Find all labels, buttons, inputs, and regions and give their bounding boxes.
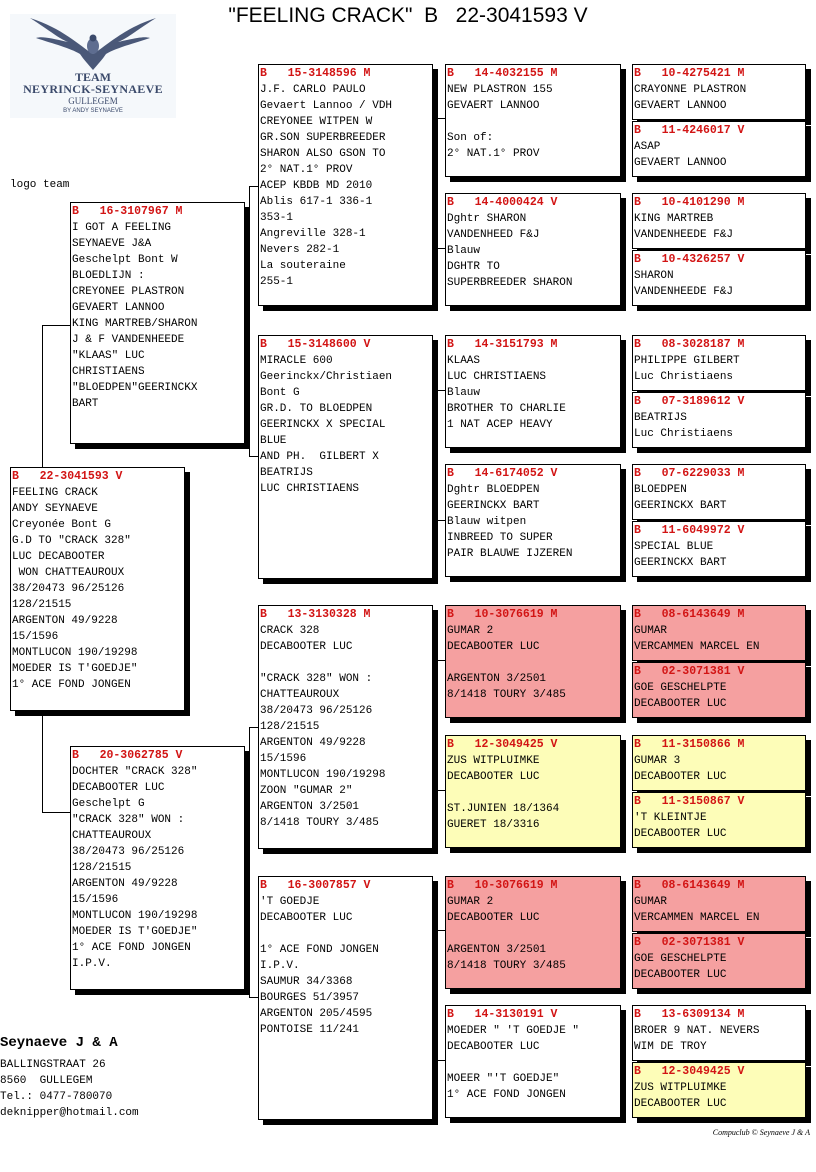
ring-number: B 10-4275421 M <box>634 67 745 80</box>
detail-line: Angreville 328-1 <box>260 228 366 240</box>
detail-line: VERCAMMEN MARCEL EN <box>634 641 760 653</box>
ring-number: B 02-3071381 V <box>634 936 745 949</box>
detail-line: DECABOOTER LUC <box>634 969 727 981</box>
pigeon-details <box>634 753 805 785</box>
owner-email[interactable]: deknipper@hotmail.com <box>0 1107 139 1119</box>
pigeon-details <box>447 211 620 291</box>
ring-number: B 14-3130191 V <box>447 1008 558 1021</box>
pigeon-icon <box>28 16 158 72</box>
ggp-card[interactable] <box>632 335 806 391</box>
detail-line: GUMAR 2 <box>447 896 494 908</box>
detail-line: 'T GOEDJE <box>260 896 320 908</box>
pigeon-details <box>447 623 620 703</box>
detail-line: BROTHER TO CHARLIE <box>447 403 566 415</box>
pigeon-details <box>634 680 805 712</box>
detail-line: VANDENHEEDE F&J <box>634 229 734 241</box>
ggp-card[interactable] <box>632 876 806 932</box>
detail-line: G.D TO "CRACK 328" <box>12 535 131 547</box>
detail-line: MONTLUCON 190/19298 <box>72 910 198 922</box>
ring-number: B 15-3148596 M <box>260 67 371 80</box>
owner-phone: Tel.: 0477-780070 <box>0 1091 113 1103</box>
detail-line: PONTOISE 11/241 <box>260 1024 360 1036</box>
detail-line: ARGENTON 3/2501 <box>447 673 547 685</box>
detail-line: Geerinckx/Christiaen <box>260 371 393 383</box>
detail-line <box>447 926 620 942</box>
detail-line: GUERET 18/3316 <box>447 819 540 831</box>
detail-line: AND PH. GILBERT X <box>260 451 379 463</box>
detail-line: La souteraine <box>260 260 346 272</box>
detail-line: BOURGES 51/3957 <box>260 992 360 1004</box>
detail-line: VANDENHEEDE F&J <box>634 286 734 298</box>
pigeon-details <box>447 353 620 433</box>
detail-line: GEERINCKX BART <box>634 557 727 569</box>
detail-line: INBREED TO SUPER <box>447 532 553 544</box>
detail-line: 255-1 <box>260 276 294 288</box>
detail-line: Blauw <box>447 245 481 257</box>
connector-line <box>42 712 43 812</box>
pigeon-details <box>634 1023 805 1055</box>
pigeon-details <box>634 623 805 655</box>
detail-line: VERCAMMEN MARCEL EN <box>634 912 760 924</box>
ring-number: B 10-4326257 V <box>634 253 745 266</box>
detail-line: 15/1596 <box>72 894 119 906</box>
detail-line: 8/1418 TOURY 3/485 <box>447 689 566 701</box>
detail-line: I GOT A FEELING <box>72 222 172 234</box>
detail-line: PAIR BLAUWE IJZEREN <box>447 548 573 560</box>
detail-line: Gevaert Lannoo / VDH <box>260 100 393 112</box>
detail-line: Creyonée Bont G <box>12 519 112 531</box>
ggp-card[interactable] <box>632 193 806 249</box>
connector-line <box>436 660 437 790</box>
detail-line: BEATRIJS <box>260 467 313 479</box>
detail-line <box>260 926 432 942</box>
detail-line: DECABOOTER LUC <box>447 771 540 783</box>
detail-line: "BLOEDPEN"GEERINCKX <box>72 382 198 394</box>
pigeon-details <box>634 482 805 514</box>
detail-line: 1° ACE FOND JONGEN <box>260 944 379 956</box>
ring-number: B 11-4246017 V <box>634 124 745 137</box>
detail-line: BLOEDLIJN : <box>72 270 145 282</box>
detail-line: Blauw <box>447 387 481 399</box>
pigeon-details <box>634 139 805 171</box>
connector-line <box>625 766 626 817</box>
ring-number: B 22-3041593 V <box>12 470 123 483</box>
detail-line: ARGENTON 3/2501 <box>447 944 547 956</box>
ggp-card[interactable] <box>632 1005 806 1061</box>
detail-line: DECABOOTER LUC <box>260 912 353 924</box>
ring-number: B 08-6143649 M <box>634 608 745 621</box>
ring-number: B 07-6229033 M <box>634 467 745 480</box>
detail-line <box>447 1055 620 1071</box>
detail-line: GUMAR 2 <box>447 625 494 637</box>
ssd-card[interactable] <box>445 193 621 306</box>
detail-line: 8/1418 TOURY 3/485 <box>260 817 379 829</box>
detail-line: MONTLUCON 190/19298 <box>12 647 138 659</box>
sire-sire-card[interactable] <box>258 64 433 306</box>
detail-line: DECABOOTER LUC <box>72 782 165 794</box>
ggp-card[interactable] <box>632 64 806 120</box>
ggp-card[interactable] <box>632 121 806 177</box>
detail-line: SPECIAL BLUE <box>634 541 714 553</box>
detail-line: ARGENTON 49/9228 <box>12 615 118 627</box>
detail-line: 1° ACE FOND JONGEN <box>447 1089 566 1101</box>
detail-line: Dghtr BLOEDPEN <box>447 484 540 496</box>
detail-line <box>447 114 620 130</box>
subject-pigeon-card[interactable] <box>10 467 185 711</box>
detail-line: CHATTEAUROUX <box>260 689 340 701</box>
detail-line: GR.D. TO BLOEDPEN <box>260 403 373 415</box>
detail-line: ARGENTON 49/9228 <box>260 737 366 749</box>
pigeon-details <box>634 410 805 442</box>
detail-line: "KLAAS" LUC <box>72 350 145 362</box>
ring-number: B 14-4032155 M <box>447 67 558 80</box>
pigeon-details <box>260 623 432 831</box>
pigeon-details <box>447 753 620 833</box>
dam-dam-card[interactable] <box>258 876 433 1120</box>
sire-card[interactable] <box>70 202 245 444</box>
ddd-card[interactable] <box>445 1005 621 1118</box>
ggp-card[interactable] <box>632 521 806 577</box>
detail-line: DECABOOTER LUC <box>634 1098 727 1110</box>
detail-line: DOCHTER "CRACK 328" <box>72 766 198 778</box>
detail-line: ZUS WITPLUIMKE <box>634 1082 727 1094</box>
ring-number: B 15-3148600 V <box>260 338 371 351</box>
detail-line: DECABOOTER LUC <box>447 641 540 653</box>
detail-line: WON CHATTEAUROUX <box>12 567 125 579</box>
detail-line: DECABOOTER LUC <box>447 1041 540 1053</box>
connector-line <box>436 390 437 520</box>
pigeon-details <box>634 82 805 114</box>
connector-line <box>625 95 626 146</box>
sdd-card[interactable] <box>445 464 621 577</box>
pigeon-details <box>634 1080 805 1112</box>
pigeon-details <box>634 268 805 300</box>
detail-line: 'T KLEINTJE <box>634 812 707 824</box>
detail-line: GEERINCKX BART <box>634 500 727 512</box>
detail-line: MOEDER IS T'GOEDJE" <box>72 926 198 938</box>
detail-line: GEERINCKX X SPECIAL <box>260 419 386 431</box>
detail-line: DECABOOTER LUC <box>447 912 540 924</box>
detail-line: GEERINCKX BART <box>447 500 540 512</box>
detail-line: SUPERBREEDER SHARON <box>447 277 573 289</box>
owner-contact <box>0 1035 139 1121</box>
footer-credit: Compuclub © Seynaeve J & A <box>712 1128 810 1137</box>
detail-line: "CRACK 328" WON : <box>72 814 185 826</box>
detail-line: ANDY SEYNAEVE <box>12 503 98 515</box>
detail-line: SHARON <box>634 270 674 282</box>
detail-line: Dghtr SHARON <box>447 213 527 225</box>
team-logo <box>10 14 176 118</box>
detail-line: DECABOOTER LUC <box>634 771 727 783</box>
detail-line: GUMAR <box>634 896 668 908</box>
ggp-card[interactable] <box>632 933 806 989</box>
detail-line: ACEP KBDB MD 2010 <box>260 180 373 192</box>
detail-line: DECABOOTER LUC <box>634 828 727 840</box>
ring-number: B 12-3049425 V <box>634 1065 745 1078</box>
ring-number: B 10-4101290 M <box>634 196 745 209</box>
detail-line: ARGENTON 205/4595 <box>260 1008 373 1020</box>
pigeon-details <box>447 894 620 974</box>
detail-line: Nevers 282-1 <box>260 244 340 256</box>
detail-line: 128/21515 <box>260 721 320 733</box>
detail-line: ZUS WITPLUIMKE <box>447 755 540 767</box>
detail-line: BART <box>72 398 99 410</box>
ring-number: B 08-3028187 M <box>634 338 745 351</box>
detail-line <box>447 655 620 671</box>
detail-line: SAUMUR 34/3368 <box>260 976 353 988</box>
logo-name-text: NEYRINCK-SEYNAEVE <box>23 82 163 96</box>
detail-line: Luc Christiaens <box>634 428 734 440</box>
dss-card[interactable] <box>445 605 621 718</box>
detail-line <box>447 785 620 801</box>
detail-line: Luc Christiaens <box>634 371 734 383</box>
detail-line: LUC CHRISTIAENS <box>447 371 547 383</box>
dam-card[interactable] <box>70 746 245 990</box>
ring-number: B 16-3107967 M <box>72 205 183 218</box>
detail-line: KING MARTREB/SHARON <box>72 318 198 330</box>
pigeon-details <box>72 220 244 412</box>
pigeon-details <box>634 539 805 571</box>
detail-line <box>260 655 432 671</box>
detail-line: 128/21515 <box>72 862 132 874</box>
detail-line: ST.JUNIEN 18/1364 <box>447 803 560 815</box>
detail-line: 15/1596 <box>12 631 59 643</box>
detail-line: Blauw witpen <box>447 516 527 528</box>
ring-number: B 13-6309134 M <box>634 1008 745 1021</box>
pigeon-details <box>447 482 620 562</box>
pigeon-details <box>447 82 620 162</box>
detail-line: DECABOOTER LUC <box>260 641 353 653</box>
pigeon-details <box>12 485 184 693</box>
detail-line: BEATRIJS <box>634 412 687 424</box>
logo-city-text: GULLEGEM <box>68 96 118 106</box>
dds-card[interactable] <box>445 876 621 989</box>
detail-line: 38/20473 96/25126 <box>72 846 185 858</box>
pigeon-details <box>260 353 432 497</box>
ring-number: B 08-6143649 M <box>634 879 745 892</box>
detail-line: MOEDER IS T'GOEDJE" <box>12 663 138 675</box>
detail-line: SEYNAEVE J&A <box>72 238 152 250</box>
detail-line: MIRACLE 600 <box>260 355 333 367</box>
ring-number: B 13-3130328 M <box>260 608 371 621</box>
ring-number: B 14-4000424 V <box>447 196 558 209</box>
detail-line: VANDENHEED F&J <box>447 229 540 241</box>
sire-dam-card[interactable] <box>258 335 433 579</box>
ggp-card[interactable] <box>632 1062 806 1118</box>
detail-line: CHATTEAUROUX <box>72 830 152 842</box>
pigeon-details <box>260 894 432 1038</box>
pigeon-details <box>634 810 805 842</box>
detail-line: Ablis 617-1 336-1 <box>260 196 373 208</box>
page-title: "FEELING CRACK" B 22-3041593 V <box>228 4 588 27</box>
owner-city: 8560 GULLEGEM <box>0 1075 93 1087</box>
ring-number: B 11-3150867 V <box>634 795 745 808</box>
detail-line: GEVAERT LANNOO <box>634 157 727 169</box>
detail-line: GOE GESCHELPTE <box>634 953 727 965</box>
detail-line: 15/1596 <box>260 753 307 765</box>
detail-line: CREYONEE WITPEN W <box>260 116 373 128</box>
detail-line: 2° NAT.1° PROV <box>260 164 353 176</box>
connector-line <box>436 118 437 248</box>
detail-line: GEVAERT LANNOO <box>634 100 727 112</box>
pigeon-details <box>72 764 244 972</box>
connector-line <box>625 494 626 545</box>
detail-line: 38/20473 96/25126 <box>260 705 373 717</box>
pigeon-details <box>634 211 805 243</box>
sss-card[interactable] <box>445 64 621 177</box>
detail-line: 38/20473 96/25126 <box>12 583 125 595</box>
ring-number: B 11-3150866 M <box>634 738 745 751</box>
connector-line <box>625 908 626 959</box>
detail-line: GOE GESCHELPTE <box>634 682 727 694</box>
detail-line: GR.SON SUPERBREEDER <box>260 132 386 144</box>
connector-line <box>436 930 437 1060</box>
ring-number: B 20-3062785 V <box>72 749 183 762</box>
detail-line: PHILIPPE GILBERT <box>634 355 740 367</box>
ring-number: B 14-6174052 V <box>447 467 558 480</box>
ring-number: B 11-6049972 V <box>634 524 745 537</box>
connector-line <box>42 325 43 469</box>
pigeon-details <box>634 894 805 926</box>
ggp-card[interactable] <box>632 792 806 848</box>
connector-line <box>42 812 71 813</box>
detail-line: FEELING CRACK <box>12 487 98 499</box>
detail-line: MOEDER " 'T GOEDJE " <box>447 1025 580 1037</box>
pigeon-details <box>634 353 805 385</box>
detail-line: BLUE <box>260 435 287 447</box>
detail-line: ARGENTON 3/2501 <box>260 801 360 813</box>
detail-line: J & F VANDENHEEDE <box>72 334 185 346</box>
detail-line: 2° NAT.1° PROV <box>447 148 540 160</box>
detail-line: DGHTR TO <box>447 261 500 273</box>
pigeon-details <box>260 82 432 290</box>
ggp-card[interactable] <box>632 662 806 718</box>
detail-line: CRAYONNE PLASTRON <box>634 84 747 96</box>
dam-sire-card[interactable] <box>258 605 433 849</box>
ggp-card[interactable] <box>632 250 806 306</box>
owner-street: BALLINGSTRAAT 26 <box>0 1059 106 1071</box>
detail-line: Geschelpt Bont W <box>72 254 178 266</box>
ring-number: B 07-3189612 V <box>634 395 745 408</box>
ggp-card[interactable] <box>632 605 806 661</box>
detail-line: Geschelpt G <box>72 798 145 810</box>
detail-line: BLOEDPEN <box>634 484 687 496</box>
detail-line: MOEER "'T GOEDJE" <box>447 1073 560 1085</box>
detail-line: 1° ACE FOND JONGEN <box>12 679 131 691</box>
ring-number: B 16-3007857 V <box>260 879 371 892</box>
logo-caption: logo team <box>10 179 70 191</box>
detail-line: 353-1 <box>260 212 294 224</box>
connector-line <box>42 325 71 326</box>
detail-line: "CRACK 328" WON : <box>260 673 373 685</box>
detail-line: SHARON ALSO GSON TO <box>260 148 386 160</box>
owner-name: Seynaeve J & A <box>0 1035 118 1051</box>
detail-line: 128/21515 <box>12 599 72 611</box>
detail-line: Bont G <box>260 387 300 399</box>
detail-line: KLAAS <box>447 355 481 367</box>
detail-line: CHRISTIAENS <box>72 366 145 378</box>
ring-number: B 02-3071381 V <box>634 665 745 678</box>
connector-line <box>625 637 626 688</box>
detail-line: I.P.V. <box>72 958 112 970</box>
detail-line: GUMAR <box>634 625 668 637</box>
ring-number: B 12-3049425 V <box>447 738 558 751</box>
dsd-card[interactable] <box>445 735 621 848</box>
detail-line: BROER 9 NAT. NEVERS <box>634 1025 760 1037</box>
ggp-card[interactable] <box>632 392 806 448</box>
pigeon-details <box>447 1023 620 1103</box>
detail-line: ASAP <box>634 141 661 153</box>
detail-line: WIM DE TROY <box>634 1041 707 1053</box>
detail-line: 8/1418 TOURY 3/485 <box>447 960 566 972</box>
sds-card[interactable] <box>445 335 621 448</box>
detail-line: ZOON "GUMAR 2" <box>260 785 353 797</box>
connector-line <box>625 366 626 417</box>
connector-line <box>249 186 250 456</box>
detail-line: CREYONEE PLASTRON <box>72 286 185 298</box>
logo-by-text: BY ANDY SEYNAEVE <box>63 108 123 114</box>
connector-line <box>625 1036 626 1087</box>
detail-line: J.F. CARLO PAULO <box>260 84 366 96</box>
connector-line <box>249 727 250 997</box>
detail-line: I.P.V. <box>260 960 300 972</box>
detail-line: 1 NAT ACEP HEAVY <box>447 419 553 431</box>
ring-number: B 14-3151793 M <box>447 338 558 351</box>
detail-line: ARGENTON 49/9228 <box>72 878 178 890</box>
pigeon-details <box>634 951 805 983</box>
ggp-card[interactable] <box>632 464 806 520</box>
connector-line <box>625 223 626 274</box>
detail-line: KING MARTREB <box>634 213 714 225</box>
detail-line: LUC DECABOOTER <box>12 551 105 563</box>
detail-line: MONTLUCON 190/19298 <box>260 769 386 781</box>
ring-number: B 10-3076619 M <box>447 608 558 621</box>
ring-number: B 10-3076619 M <box>447 879 558 892</box>
detail-line: GEVAERT LANNOO <box>72 302 165 314</box>
detail-line: NEW PLASTRON 155 <box>447 84 553 96</box>
detail-line: GUMAR 3 <box>634 755 681 767</box>
detail-line: 1° ACE FOND JONGEN <box>72 942 191 954</box>
detail-line: CRACK 328 <box>260 625 320 637</box>
ggp-card[interactable] <box>632 735 806 791</box>
detail-line: LUC CHRISTIAENS <box>260 483 360 495</box>
detail-line: Son of: <box>447 132 494 144</box>
detail-line: GEVAERT LANNOO <box>447 100 540 112</box>
detail-line: DECABOOTER LUC <box>634 698 727 710</box>
logo-team-text: TEAM <box>75 70 111 84</box>
